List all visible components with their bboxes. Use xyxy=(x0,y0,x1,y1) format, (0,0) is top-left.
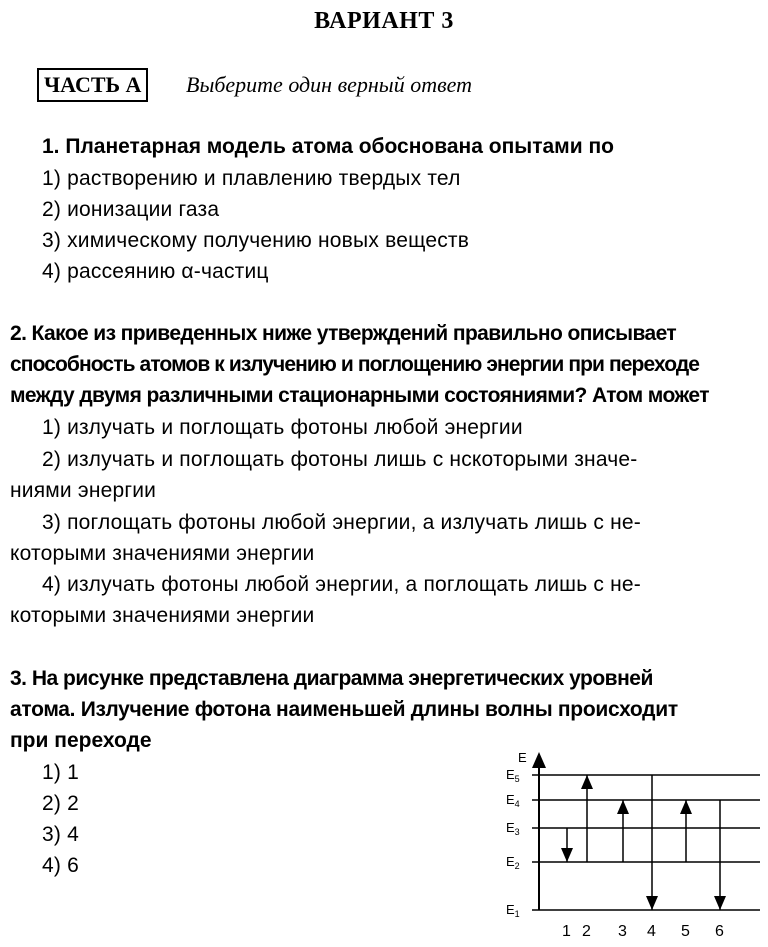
question-2-text-line-2: способность атомов к излучению и поглощению энергии при переходе xyxy=(10,353,700,376)
energy-level-label-3: $E_3$ xyxy=(506,820,520,837)
energy-level-label-2: $E_2$ xyxy=(506,854,520,871)
question-3-text-line-2: атома. Излучение фотона наименьшей длины волны происходит xyxy=(10,698,678,721)
question-2-option-2-line-1: 2) излучать и поглощать фотоны лишь с нскоторыми значе- xyxy=(42,448,638,471)
question-3-text-line-3: при переходе xyxy=(10,729,152,752)
transition-arrowhead-icon-5 xyxy=(680,800,692,814)
question-2-option-3-line-2: которыми значениями энергии xyxy=(10,542,315,565)
energy-level-label-4: $E_4$ xyxy=(506,792,520,809)
transition-arrowhead-icon-6 xyxy=(714,896,726,910)
transition-number-5: 5 xyxy=(681,923,690,940)
question-2-text-line-1: 2. Какое из приведенных ниже утверждений правильно описывает xyxy=(10,322,677,345)
energy-level-label-5: $E_5$ xyxy=(506,767,520,784)
transition-arrowhead-icon-4 xyxy=(646,896,658,910)
question-1-option-4: 4) рассеянию α-частиц xyxy=(42,260,269,283)
question-3-option-3: 3) 4 xyxy=(42,823,79,846)
question-3-option-4: 4) 6 xyxy=(42,854,79,877)
transition-arrowhead-icon-2 xyxy=(581,775,593,789)
energy-level-label-1: $E_1$ xyxy=(506,902,520,919)
question-2-option-2-line-2: ниями энергии xyxy=(10,479,157,502)
energy-axis-label: E xyxy=(518,750,527,765)
question-2-option-1: 1) излучать и поглощать фотоны любой энергии xyxy=(42,416,523,439)
question-1-option-1: 1) растворению и плавлению твердых тел xyxy=(42,167,461,190)
question-1-option-2: 2) ионизации газа xyxy=(42,198,220,221)
transition-arrowhead-icon-3 xyxy=(617,800,629,814)
transition-number-6: 6 xyxy=(715,923,724,940)
question-1-text: 1. Планетарная модель атома обоснована опытами по xyxy=(42,135,614,158)
part-label-box: ЧАСТЬ А xyxy=(37,68,148,102)
page-title: ВАРИАНТ 3 xyxy=(314,8,454,34)
transition-arrowhead-icon-1 xyxy=(561,848,573,862)
question-3-option-1: 1) 1 xyxy=(42,761,79,784)
energy-axis-arrow-icon xyxy=(532,752,546,768)
question-1-option-3: 3) химическому получению новых веществ xyxy=(42,229,470,252)
transition-number-3: 3 xyxy=(618,923,627,940)
transition-number-2: 2 xyxy=(582,923,591,940)
question-3-option-2: 2) 2 xyxy=(42,792,79,815)
question-2-option-3-line-1: 3) поглощать фотоны любой энергии, а излучать лишь с не- xyxy=(42,511,641,534)
transition-number-1: 1 xyxy=(562,923,571,940)
question-3-text-line-1: 3. На рисунке представлена диаграмма энергетических уровней xyxy=(10,667,653,690)
transition-number-4: 4 xyxy=(647,923,656,940)
question-2-option-4-line-2: которыми значениями энергии xyxy=(10,604,315,627)
part-instruction: Выберите один верный ответ xyxy=(186,72,472,97)
question-2-option-4-line-1: 4) излучать фотоны любой энергии, а поглощать лишь с не- xyxy=(42,573,641,596)
question-2-text-line-3: между двумя различными стационарными состояниями? Атом может xyxy=(10,384,709,407)
